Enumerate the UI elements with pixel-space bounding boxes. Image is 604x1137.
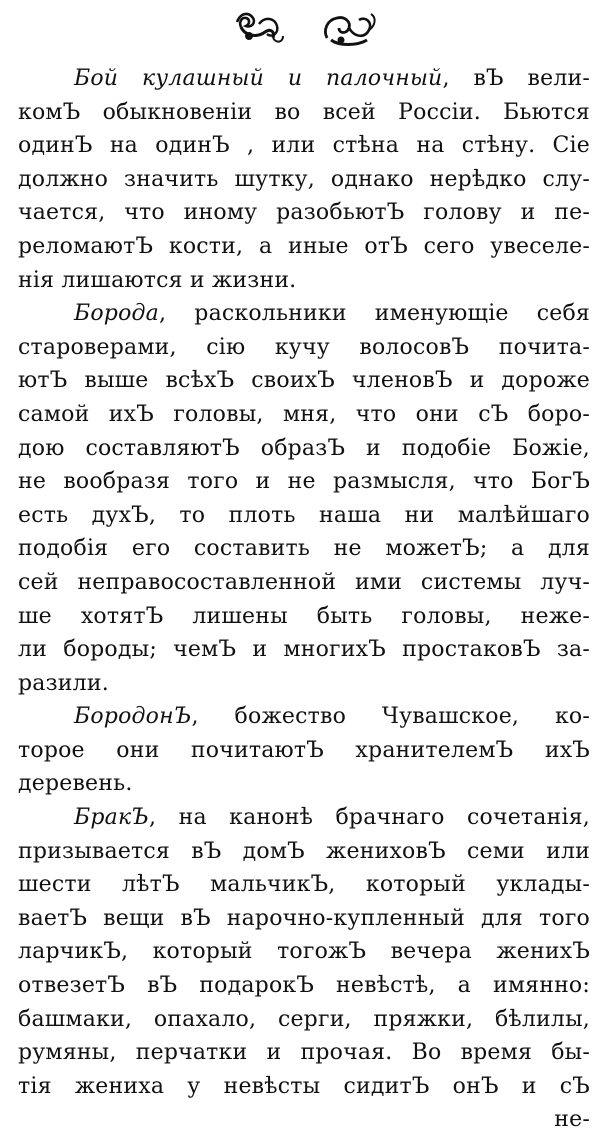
- text-line: разили.: [18, 670, 109, 696]
- floral-ornament-icon: [219, 8, 389, 52]
- entry-boj: [18, 62, 590, 297]
- text-line: сей неправосоставленной ими системы луч-: [18, 569, 590, 595]
- text-line: одинЪ на одинЪ , или стѣна на стѣну. Сіе: [18, 133, 590, 159]
- text-line: реломаютЪ кости, а иные отЪ сего увеселе-: [18, 233, 590, 259]
- text-line: ваетЪ вещи вЪ нарочно-купленный для того: [18, 905, 590, 931]
- text-line: нія лишаются и жизни.: [18, 267, 297, 293]
- entry-boroda: [18, 297, 590, 700]
- text-line: БородонЪ, божество Чувашское, ко-: [74, 704, 590, 730]
- entry-term: БракЪ: [74, 805, 149, 831]
- text-line: торое они почитаютЪ хранителемЪ ихЪ: [18, 737, 590, 763]
- entry-term: Бой кулашный и палочный: [74, 66, 443, 91]
- text-line: не вообразя того и не размысля, что БогЪ: [18, 469, 590, 495]
- text-line: самой ихЪ головы, мня, что они сЪ боро-: [18, 401, 590, 427]
- text-line: есть духЪ, то плоть наша ни малѣйшаго: [18, 502, 590, 528]
- document-page: [18, 0, 590, 1133]
- article-text: [18, 62, 590, 1137]
- text-line: дою составляютЪ образЪ и подобіе Божіе,: [18, 435, 590, 461]
- text-line: БракЪ, на канонѣ брачнаго сочетанія,: [74, 805, 590, 831]
- text-line: ли бороды; чемЪ и многихЪ простаковЪ за-: [18, 637, 590, 663]
- text-line: деревень.: [18, 771, 133, 797]
- text-line: призывается вЪ домЪ жениховЪ семи или: [18, 838, 590, 864]
- text-line: ютЪ выше всѣхЪ своихЪ членовЪ и дороже: [18, 368, 590, 394]
- text-line: Борода, раскольники именующіе себя: [74, 301, 590, 327]
- text-line: должно значить шутку, однако нерѣдко слу-: [18, 166, 590, 192]
- catchword: не-: [554, 1107, 590, 1133]
- text-line: ше хотятЪ лишены быть головы, неже-: [18, 603, 590, 629]
- text-line: отвезетЪ вЪ подарокЪ невѣстѣ, а имянно:: [18, 973, 590, 999]
- header-ornament: [18, 8, 590, 52]
- text-line: подобія его составить не можетЪ; а для: [18, 536, 590, 562]
- text-line: Бой кулашный и палочный, вЪ вели-: [74, 66, 590, 91]
- text-line: ларчикЪ, который тогожЪ вечера женихЪ: [18, 939, 590, 965]
- text-line: чается, что иному разобьютЪ голову и пе-: [18, 200, 590, 226]
- entry-borodon: [18, 700, 590, 801]
- entry-term: БородонЪ: [74, 704, 192, 730]
- text-line: тія жениха у невѣсты сидитЪ онЪ и сЪ: [18, 1073, 590, 1099]
- text-line: шести лѣтЪ мальчикЪ, который уклады-: [18, 872, 590, 898]
- text-line: комЪ обыкновеніи во всей Россіи. Бьются: [18, 99, 590, 125]
- text-line: башмаки, опахало, серги, пряжки, бѣлилы,: [18, 1006, 590, 1032]
- entry-brak: [18, 801, 590, 1103]
- text-line: румяны, перчатки и прочая. Во время бы-: [18, 1040, 590, 1066]
- entry-term: Борода: [74, 301, 159, 327]
- text-line: староверами, сію кучу волосовЪ почита-: [18, 334, 590, 360]
